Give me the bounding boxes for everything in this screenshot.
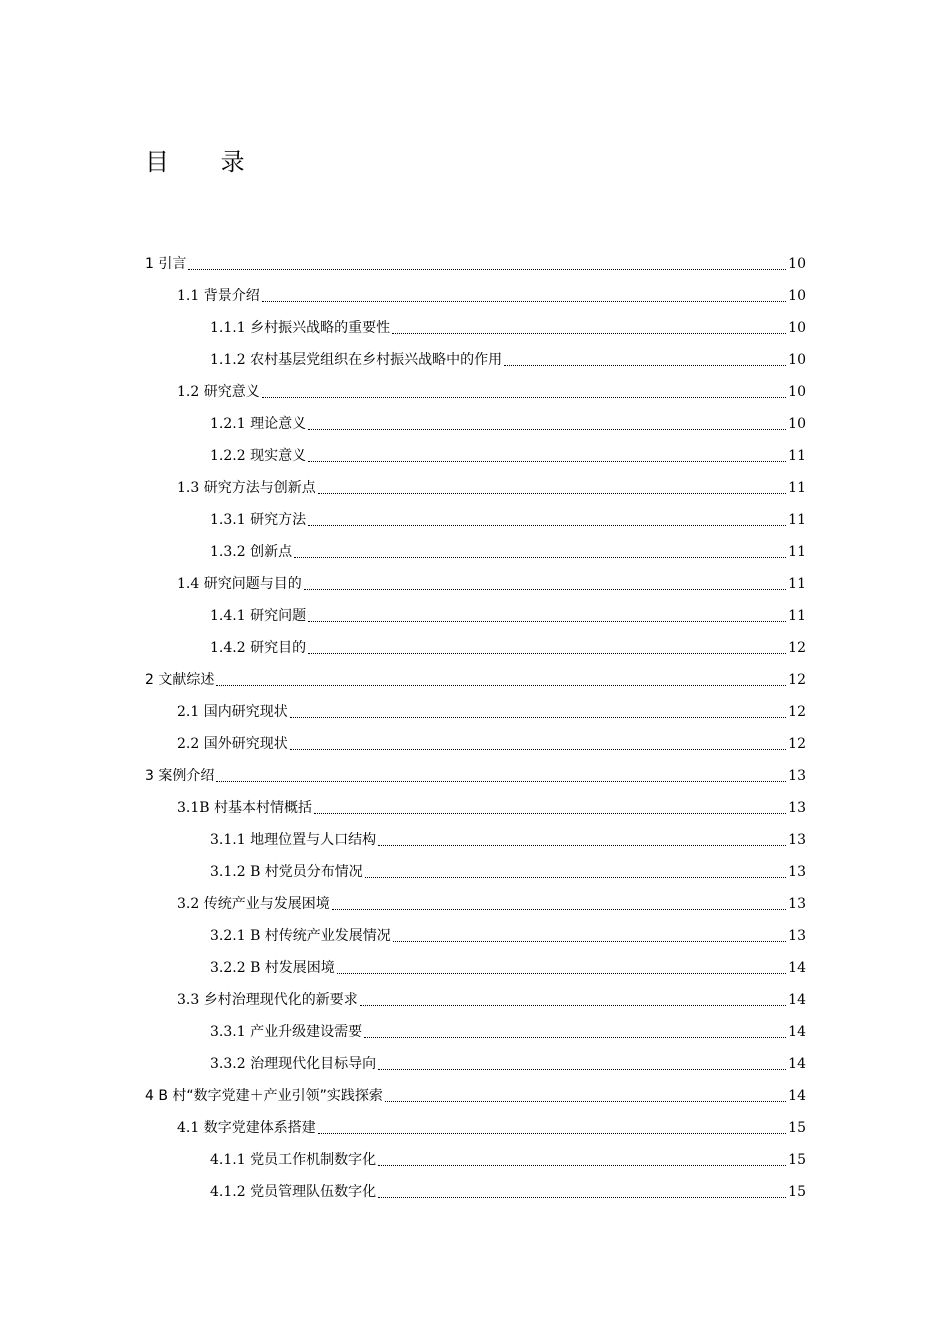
- dot-leader: [385, 1100, 786, 1102]
- toc-entry-title: 3.2 传统产业与发展困境: [177, 896, 330, 912]
- toc-entry-page-number: 12: [788, 704, 806, 720]
- toc-entry-title: 1.4.2 研究目的: [210, 640, 307, 656]
- toc-entry-page-number: 12: [788, 736, 806, 752]
- toc-entry-title: 4 B 村“数字党建＋产业引领”实践探索: [145, 1088, 383, 1104]
- toc-entry-title: 1.2.1 理论意义: [210, 416, 307, 432]
- toc-entry[interactable]: [0, 1176, 950, 1208]
- toc-entry-title: 1.4.1 研究问题: [210, 608, 307, 624]
- toc-entry-title: 1.3.2 创新点: [210, 544, 293, 560]
- dot-leader: [365, 876, 786, 878]
- toc-entry-page-number: 11: [788, 576, 806, 592]
- toc-entry-title: 1.3 研究方法与创新点: [177, 480, 316, 496]
- dot-leader: [378, 1164, 786, 1166]
- toc-entry[interactable]: [0, 344, 950, 376]
- toc-entry[interactable]: [0, 632, 950, 664]
- toc-entry-title: 1.4 研究问题与目的: [177, 576, 302, 592]
- toc-entry-page-number: 10: [788, 352, 806, 368]
- toc-entry-title: 3.1.1 地理位置与人口结构: [210, 832, 377, 848]
- toc-entry[interactable]: [0, 408, 950, 440]
- dot-leader: [332, 908, 786, 910]
- toc-entry-title: 1.2 研究意义: [177, 384, 260, 400]
- dot-leader: [308, 460, 786, 462]
- toc-entry[interactable]: [0, 1048, 950, 1080]
- toc-entry[interactable]: [0, 920, 950, 952]
- dot-leader: [294, 556, 786, 558]
- dot-leader: [392, 332, 786, 334]
- toc-entry[interactable]: [0, 728, 950, 760]
- dot-leader: [216, 780, 786, 782]
- toc-entry-title: 2.2 国外研究现状: [177, 736, 288, 752]
- toc-entry[interactable]: [0, 600, 950, 632]
- dot-leader: [262, 396, 786, 398]
- toc-entry[interactable]: [0, 1016, 950, 1048]
- toc-entry-page-number: 10: [788, 384, 806, 400]
- toc-entry-page-number: 15: [788, 1120, 806, 1136]
- toc-entry-title: 1.3.1 研究方法: [210, 512, 307, 528]
- toc-entry[interactable]: [0, 952, 950, 984]
- toc-entry[interactable]: [0, 280, 950, 312]
- toc-entry-title: 3.3 乡村治理现代化的新要求: [177, 992, 358, 1008]
- toc-entry-page-number: 13: [788, 832, 806, 848]
- dot-leader: [308, 428, 786, 430]
- toc-entry-title: 3.1B 村基本村情概括: [177, 800, 313, 816]
- toc-entry-title: 3.2.2 B 村发展困境: [210, 960, 335, 976]
- toc-entry-title: 1 引言: [145, 256, 187, 272]
- toc-entry-title: 3.3.1 产业升级建设需要: [210, 1024, 363, 1040]
- toc-entry-page-number: 14: [788, 1056, 806, 1072]
- toc-title: 目 录: [145, 148, 267, 176]
- toc-entry-page-number: 11: [788, 608, 806, 624]
- dot-leader: [337, 972, 786, 974]
- dot-leader: [216, 684, 786, 686]
- toc-entry-page-number: 15: [788, 1152, 806, 1168]
- toc-entry-page-number: 11: [788, 480, 806, 496]
- dot-leader: [262, 300, 786, 302]
- toc-entry-page-number: 12: [788, 640, 806, 656]
- toc-entry-page-number: 11: [788, 544, 806, 560]
- dot-leader: [364, 1036, 786, 1038]
- dot-leader: [378, 1068, 786, 1070]
- dot-leader: [393, 940, 786, 942]
- toc-entry-title: 3.2.1 B 村传统产业发展情况: [210, 928, 391, 944]
- dot-leader: [290, 716, 786, 718]
- dot-leader: [314, 812, 786, 814]
- toc-list: [0, 248, 950, 1208]
- toc-entry[interactable]: [0, 888, 950, 920]
- toc-entry-page-number: 13: [788, 864, 806, 880]
- toc-entry-page-number: 13: [788, 768, 806, 784]
- toc-entry-page-number: 14: [788, 1024, 806, 1040]
- toc-entry-page-number: 11: [788, 448, 806, 464]
- toc-entry[interactable]: [0, 1112, 950, 1144]
- toc-entry-page-number: 10: [788, 256, 806, 272]
- toc-entry-title: 3.1.2 B 村党员分布情况: [210, 864, 363, 880]
- toc-entry[interactable]: [0, 568, 950, 600]
- toc-entry-page-number: 14: [788, 960, 806, 976]
- dot-leader: [308, 620, 786, 622]
- toc-entry-page-number: 10: [788, 416, 806, 432]
- toc-entry-page-number: 14: [788, 992, 806, 1008]
- toc-entry[interactable]: [0, 664, 950, 696]
- toc-entry-title: 2 文献综述: [145, 672, 215, 688]
- dot-leader: [378, 1196, 786, 1198]
- dot-leader: [308, 524, 786, 526]
- toc-entry-page-number: 14: [788, 1088, 806, 1104]
- toc-entry[interactable]: [0, 1080, 950, 1112]
- dot-leader: [318, 1132, 786, 1134]
- toc-entry-page-number: 10: [788, 320, 806, 336]
- toc-entry[interactable]: [0, 984, 950, 1016]
- dot-leader: [308, 652, 786, 654]
- toc-entry-page-number: 10: [788, 288, 806, 304]
- dot-leader: [290, 748, 786, 750]
- toc-entry-title: 3.3.2 治理现代化目标导向: [210, 1056, 377, 1072]
- toc-entry-title: 4.1 数字党建体系搭建: [177, 1120, 316, 1136]
- toc-entry-title: 1.1.2 农村基层党组织在乡村振兴战略中的作用: [210, 352, 503, 368]
- toc-entry-page-number: 13: [788, 928, 806, 944]
- toc-entry[interactable]: [0, 472, 950, 504]
- dot-leader: [504, 364, 786, 366]
- toc-entry[interactable]: [0, 792, 950, 824]
- toc-entry[interactable]: [0, 856, 950, 888]
- toc-entry[interactable]: [0, 504, 950, 536]
- toc-entry-page-number: 13: [788, 800, 806, 816]
- dot-leader: [318, 492, 786, 494]
- toc-entry[interactable]: [0, 440, 950, 472]
- toc-entry[interactable]: [0, 1144, 950, 1176]
- toc-entry-page-number: 13: [788, 896, 806, 912]
- toc-entry[interactable]: [0, 824, 950, 856]
- dot-leader: [360, 1004, 786, 1006]
- toc-entry[interactable]: [0, 248, 950, 280]
- toc-entry[interactable]: [0, 312, 950, 344]
- toc-entry-title: 3 案例介绍: [145, 768, 215, 784]
- toc-entry-title: 1.1.1 乡村振兴战略的重要性: [210, 320, 391, 336]
- dot-leader: [304, 588, 786, 590]
- toc-entry-title: 4.1.2 党员管理队伍数字化: [210, 1184, 377, 1200]
- toc-entry[interactable]: [0, 696, 950, 728]
- toc-entry-title: 4.1.1 党员工作机制数字化: [210, 1152, 377, 1168]
- toc-entry-title: 1.1 背景介绍: [177, 288, 260, 304]
- toc-entry[interactable]: [0, 376, 950, 408]
- toc-entry[interactable]: [0, 536, 950, 568]
- toc-entry[interactable]: [0, 760, 950, 792]
- dot-leader: [188, 268, 786, 270]
- toc-entry-page-number: 12: [788, 672, 806, 688]
- toc-entry-title: 2.1 国内研究现状: [177, 704, 288, 720]
- dot-leader: [378, 844, 786, 846]
- toc-entry-page-number: 15: [788, 1184, 806, 1200]
- toc-entry-title: 1.2.2 现实意义: [210, 448, 307, 464]
- toc-entry-page-number: 11: [788, 512, 806, 528]
